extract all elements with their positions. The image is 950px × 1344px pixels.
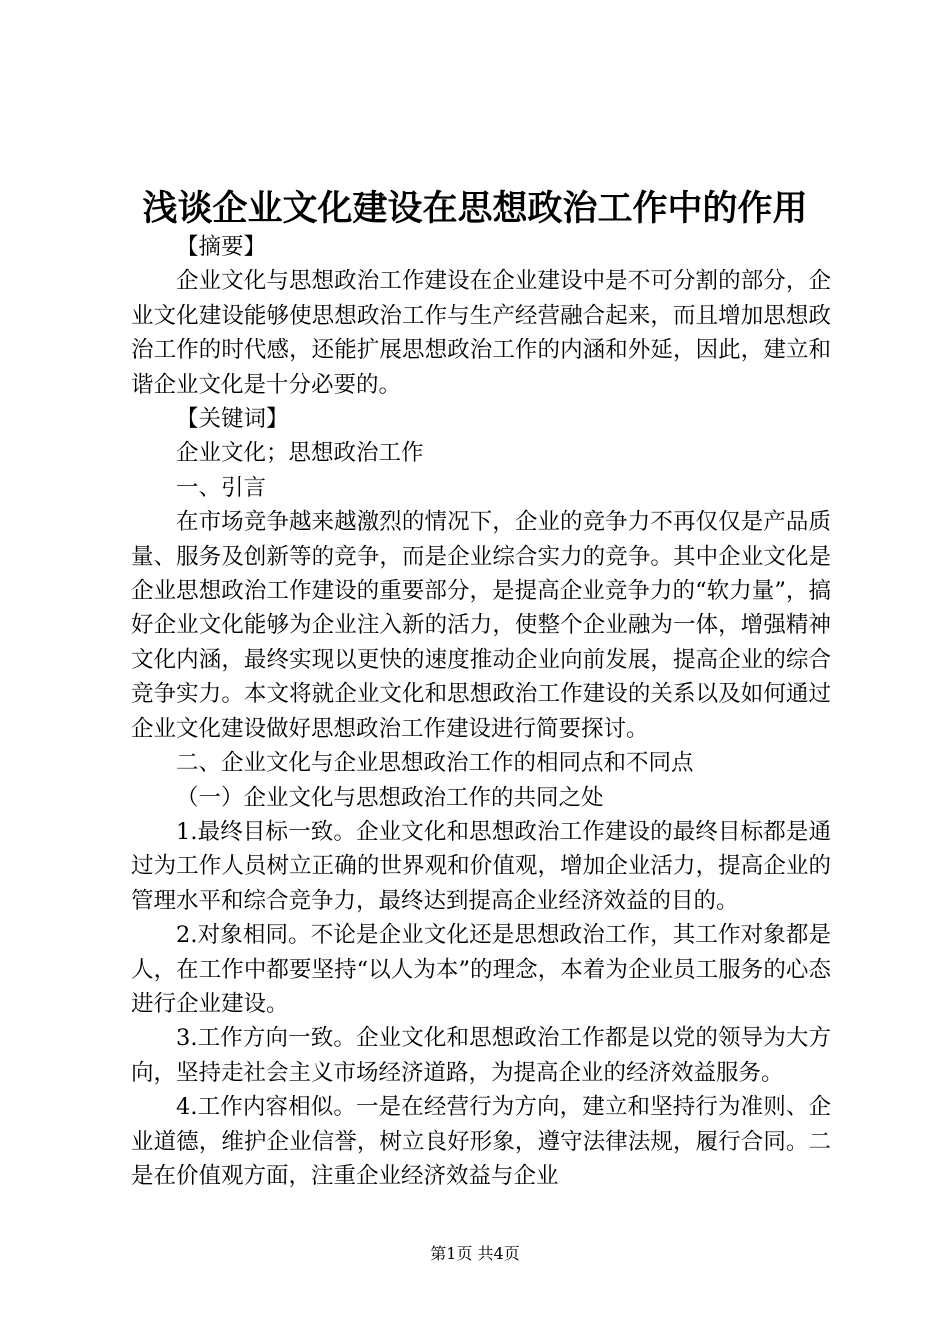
- section-heading-introduction: 一、引言: [176, 474, 267, 501]
- point-paragraph-1: 1.最终目标一致。企业文化和思想政治工作建设的最终目标都是通过为工作人员树立正确的世界观和价值观，增加企业活力，提高企业的管理水平和综合竞争力，最终达到提高企业经济效益的目的。: [131, 818, 831, 914]
- abstract-heading: 【摘要】: [176, 234, 267, 260]
- subsection-heading-one: （一）企业文化与思想政治工作的共同之处: [176, 784, 604, 811]
- point-paragraph-2: 2.对象相同。不论是企业文化还是思想政治工作，其工作对象都是人，在工作中都要坚持“以人为本”的理念，本着为企业员工服务的心态进行企业建设。: [131, 922, 831, 1017]
- point-paragraph-3: 3.工作方向一致。企业文化和思想政治工作都是以党的领导为大方向，坚持走社会主义市场经济道路，为提高企业的经济效益服务。: [131, 1025, 831, 1086]
- point-paragraph-4: 4.工作内容相似。一是在经营行为方向，建立和坚持行为准则、企业道德，维护企业信誉，树立良好形象，遵守法律法规，履行合同。二是在价值观方面，注重企业经济效益与企业: [131, 1094, 831, 1189]
- keywords-paragraph: 企业文化；思想政治工作: [176, 440, 424, 467]
- page-footer: 第1页 共4页: [430, 1244, 520, 1263]
- keywords-heading: 【关键词】: [176, 406, 289, 433]
- document-body: [131, 230, 831, 1193]
- introduction-paragraph: 在市场竞争越来越激烈的情况下，企业的竞争力不再仅仅是产品质量、服务及创新等的竞争，而是企业综合实力的竞争。其中企业文化是企业思想政治工作建设的重要部分，是提高企业竞争力的“软力量”，搞好企业文化能够为企业注入新的活力，使整个企业融为一体，增强精神文化内涵，最终实现以更快的速度推动企业向前发展，提高企业的综合竞争实力。本文将就企业文化和思想政治工作建设的关系以及如何通过企业文化建设做好思想政治工作建设进行简要探讨。: [131, 509, 831, 742]
- abstract-paragraph: 企业文化与思想政治工作建设在企业建设中是不可分割的部分，企业文化建设能够使思想政治工作与生产经营融合起来，而且增加思想政治工作的时代感，还能扩展思想政治工作的内涵和外延，因此，建立和谐企业文化是十分必要的。: [131, 268, 831, 398]
- document-title: 浅谈企业文化建设在思想政治工作中的作用: [142, 188, 808, 229]
- section-heading-two: 二、企业文化与企业思想政治工作的相同点和不同点: [176, 750, 694, 777]
